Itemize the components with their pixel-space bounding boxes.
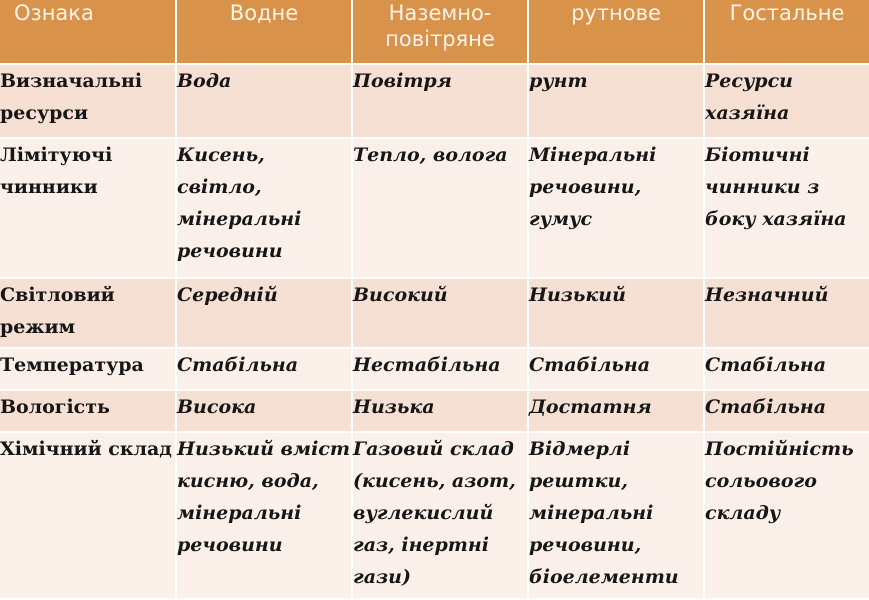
table-row-light-regime <box>0 278 869 348</box>
header-cell-feature: Ознака <box>0 0 176 64</box>
table-row-humidity <box>0 390 869 432</box>
table-row-resources <box>0 64 869 138</box>
row-label: Визначальні ресурси <box>0 64 176 138</box>
table-cell: Висока <box>176 390 352 432</box>
table-cell: Тепло, волога <box>352 138 528 278</box>
table-cell: Незначний <box>704 278 869 348</box>
table-cell: Низька <box>352 390 528 432</box>
table-cell: Біотичні чинники з боку хазяїна <box>704 138 869 278</box>
row-label: Вологість <box>0 390 176 432</box>
row-label: Світловий режим <box>0 278 176 348</box>
table-cell: Відмерлі рештки, мінеральні речовини, біоелементи <box>528 432 704 599</box>
table-cell: Нестабільна <box>352 348 528 390</box>
table-cell: Низький <box>528 278 704 348</box>
table-cell: Стабільна <box>176 348 352 390</box>
table-cell: Високий <box>352 278 528 348</box>
table-cell: Стабільна <box>528 348 704 390</box>
table-cell: рунт <box>528 64 704 138</box>
table-cell: Кисень, світло, мінеральні речовини <box>176 138 352 278</box>
table-cell: Стабільна <box>704 390 869 432</box>
table-cell: Вода <box>176 64 352 138</box>
header-cell-aquatic: Водне <box>176 0 352 64</box>
header-cell-terrestrial: Наземно-повітряне <box>352 0 528 64</box>
header-cell-host: Гостальне <box>704 0 869 64</box>
table-cell: Низький вміст кисню, вода, мінеральні речовини <box>176 432 352 599</box>
table-cell: Достатня <box>528 390 704 432</box>
header-cell-soil: рутнове <box>528 0 704 64</box>
row-label: Лімітуючі чинники <box>0 138 176 278</box>
row-label: Хімічний склад <box>0 432 176 599</box>
table-row-temperature <box>0 348 869 390</box>
row-label: Температура <box>0 348 176 390</box>
table-row-limiting-factors <box>0 138 869 278</box>
table-cell: Газовий склад (кисень, азот, вуглекислий газ, інертні гази) <box>352 432 528 599</box>
table-cell: Постійність сольового складу <box>704 432 869 599</box>
table-cell: Мінеральні речовини, гумус <box>528 138 704 278</box>
table-cell: Ресурси хазяїна <box>704 64 869 138</box>
table-row-chemical-composition <box>0 432 869 599</box>
table-cell: Середній <box>176 278 352 348</box>
table-cell: Стабільна <box>704 348 869 390</box>
header-row <box>0 0 869 64</box>
table-cell: Повітря <box>352 64 528 138</box>
